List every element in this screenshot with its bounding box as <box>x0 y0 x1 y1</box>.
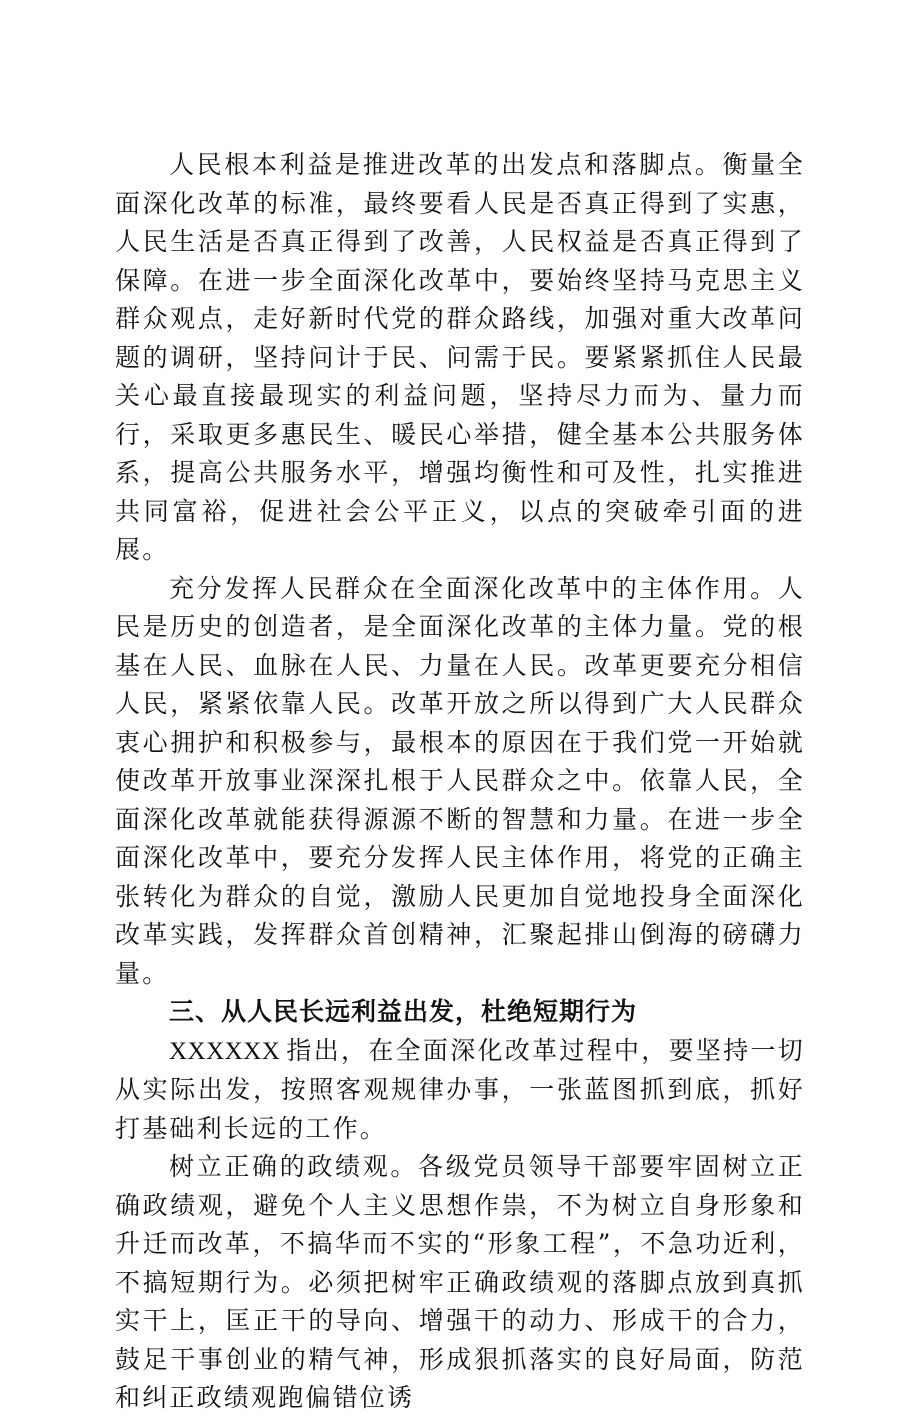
paragraph-lead-text: 指出，在全面深化改革过程中，要坚持一切从实际出发，按照客观规律办事，一张蓝图抓到底，抓好打基础利长远的工作。 <box>115 1035 805 1143</box>
redacted-name: XXXXXX <box>169 1037 281 1065</box>
paragraph-people-interests: 人民根本利益是推进改革的出发点和落脚点。衡量全面深化改革的标准，最终要看人民是否真正得到了实惠，人民生活是否真正得到了改善，人民权益是否真正得到了保障。在进一步全面深化改革中，要始终坚持马克思主义群众观点，走好新时代党的群众路线，加强对重大改革问题的调研，坚持问计于民、问需于民。要紧紧抓住人民最关心最直接最现实的利益问题，坚持尽力而为、量力而行，采取更多惠民生、暖民心举措，健全基本公共服务体系，提高公共服务水平，增强均衡性和可及性，扎实推进共同富裕，促进社会公平正义，以点的突破牵引面的进展。 <box>115 150 805 564</box>
paragraph-performance-view: 树立正确的政绩观。各级党员领导干部要牢固树立正确政绩观，避免个人主义思想作祟，不为树立自身形象和升迁而改革，不搞华而不实的“形象工程”，不急功近利，不搞短期行为。必须把树牢正确政绩观的落脚点放到真抓实干上，匡正干的导向、增强干的动力、形成干的合力，鼓足干事创业的精气神，形成狠抓落实的良好局面，防范和纠正政绩观跑偏错位诱 <box>115 1152 805 1412</box>
document-body <box>115 146 805 1418</box>
paragraph-lead-quote <box>115 1032 805 1149</box>
paragraph-people-role: 充分发挥人民群众在全面深化改革中的主体作用。人民是历史的创造者，是全面深化改革的主体力量。党的根基在人民、血脉在人民、力量在人民。改革更要充分相信人民，紧紧依靠人民。改革开放之所以得到广大人民群众衷心拥护和积极参与，最根本的原因在于我们党一开始就使改革开放事业深深扎根于人民群众之中。依靠人民，全面深化改革就能获得源源不断的智慧和力量。在进一步全面深化改革中，要充分发挥人民主体作用，将党的正确主张转化为群众的自觉，激励人民更加自觉地投身全面深化改革实践，发挥群众首创精神，汇聚起排山倒海的磅礴力量。 <box>115 573 805 988</box>
section-heading: 三、从人民长远利益出发，杜绝短期行为 <box>169 997 638 1026</box>
